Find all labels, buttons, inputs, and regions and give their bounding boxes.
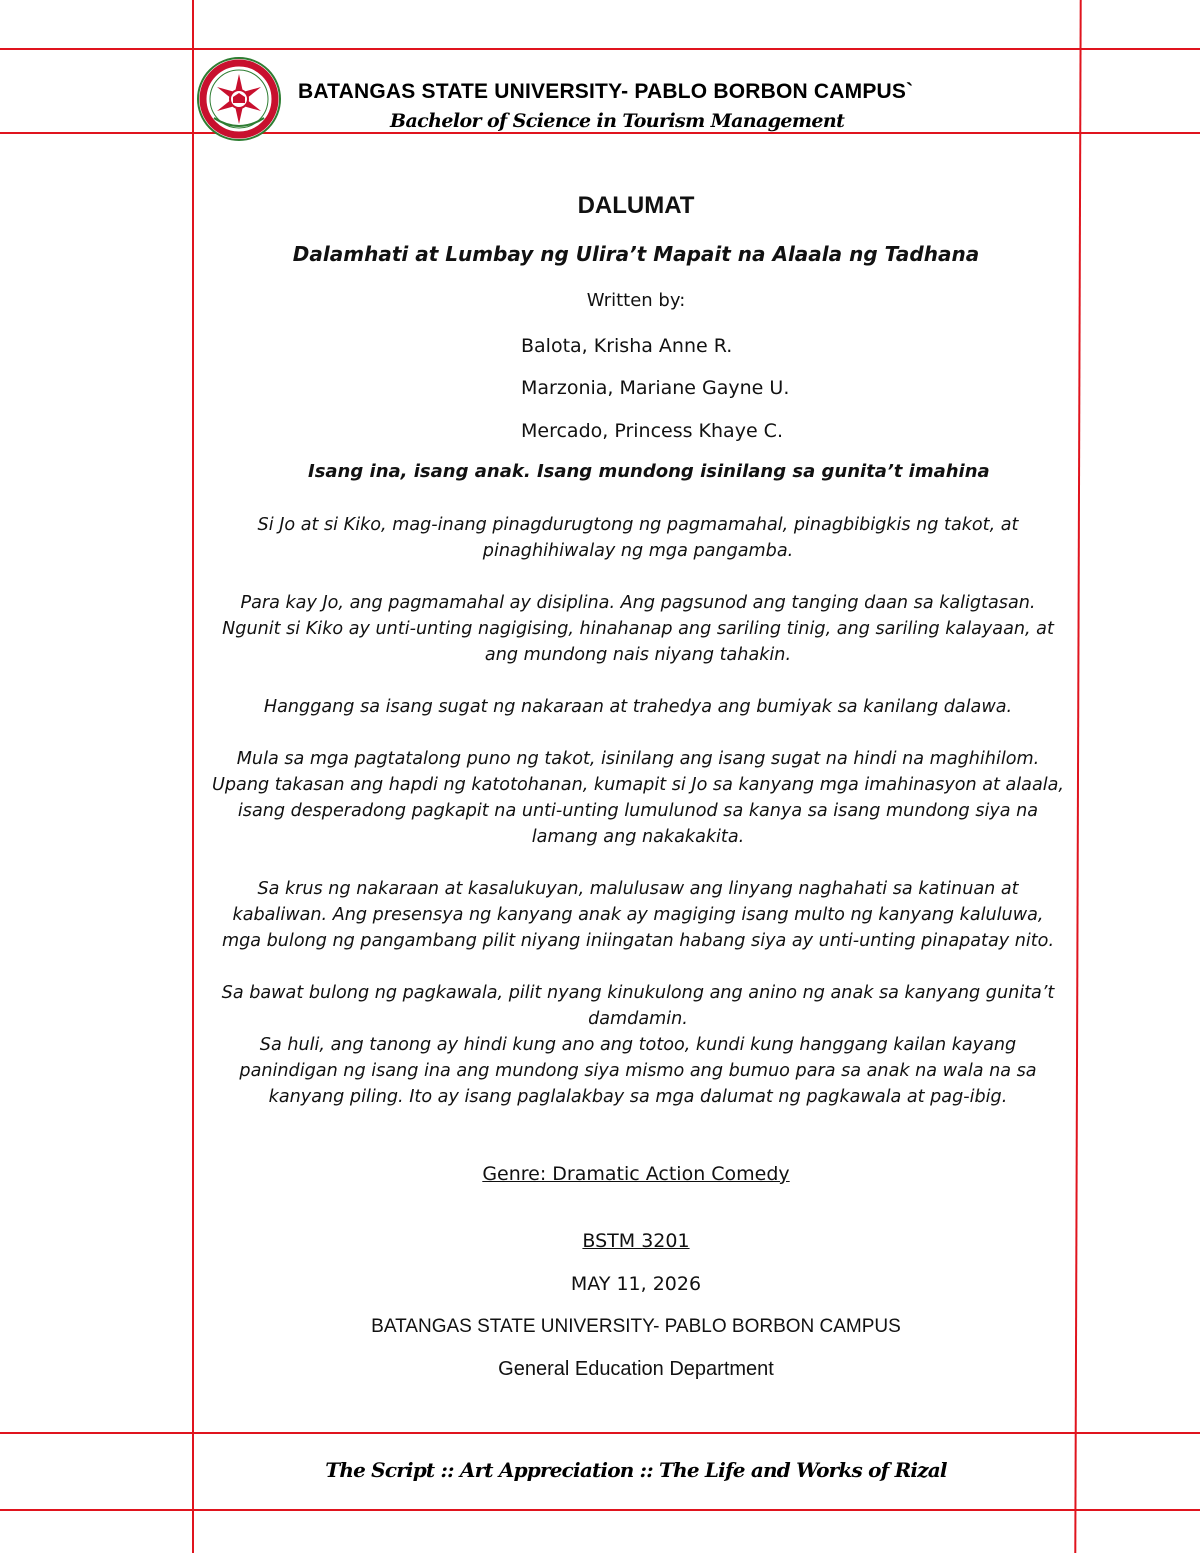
synopsis-paragraph: Para kay Jo, ang pagmamahal ay disiplina. Ang pagsunod ang tanging daan sa kaligtasan. Ngunit si Kiko ay unti-unting nagigising, hinahanap ang sariling tinig, ang sariling kalayaan, at ang mundong nais niyang tahakin. [222,593,1054,665]
guide-line-right [1074,0,1081,1553]
campus-name: BATANGAS STATE UNIVERSITY- PABLO BORBON CAMPUS [371,1316,901,1337]
department-name: General Education Department [498,1358,774,1380]
guide-line-left [192,0,194,1553]
written-by-label: Written by: [586,290,686,311]
synopsis [212,512,1064,1136]
header-university-name: BATANGAS STATE UNIVERSITY- PABLO BORBON CAMPUS` [298,80,914,103]
synopsis-paragraph: Sa krus ng nakaraan at kasalukuyan, malulusaw ang linyang naghahati sa katinuan at kabaliwan. Ang presensya ng kanyang anak ay magiging isang multo ng kanyang kaluluwa, mga bulong ng pangambang pilit niyang iniingatan habang siya ay unti-unting pinapatay nito. [221,879,1055,951]
guide-line-top [0,48,1200,50]
tagline: Isang ina, isang anak. Isang mundong isinilang sa gunita’t imahina [308,461,990,482]
header-program-name: Bachelor of Science in Tourism Management [390,110,845,132]
synopsis-paragraph: Sa bawat bulong ng pagkawala, pilit nyang kinukulong ang anino ng anak sa kanyang gunita’t damdamin. [221,983,1055,1029]
guide-line-footer-top [0,1432,1200,1434]
date: MAY 11, 2026 [570,1273,702,1295]
university-seal-icon [196,56,282,142]
synopsis-paragraph: Si Jo at si Kiko, mag-inang pinagdurugtong ng pagmamahal, pinagbibigkis ng takot, at pinaghihiwalay ng mga pangamba. [257,515,1019,561]
course-code: BSTM 3201 [582,1230,690,1252]
guide-line-header [0,132,1200,134]
play-subtitle: Dalamhati at Lumbay ng Ulira’t Mapait na Alaala ng Tadhana [292,242,980,266]
genre-label: Genre: Dramatic Action Comedy [482,1163,790,1185]
play-title: DALUMAT [577,192,695,219]
guide-line-footer-bottom [0,1509,1200,1511]
author-name: Balota, Krisha Anne R. [521,335,733,357]
synopsis-paragraph: Hanggang sa isang sugat ng nakaraan at trahedya ang bumiyak sa kanilang dalawa. [263,697,1013,717]
author-name: Mercado, Princess Khaye C. [521,420,783,442]
synopsis-paragraph: Mula sa mga pagtatalong puno ng takot, isinilang ang isang sugat na hindi na maghihilom. Upang takasan ang hapdi ng katotohanan, kumapit si Jo sa kanyang mga imahinasyon at alaala, isang desperadong pagkapit na unti-unting lumulunod sa kanya sa isang mundong siya na lamang ang nakakakita. [212,749,1064,847]
footer-text: The Script :: Art Appreciation :: The Life and Works of Rizal [325,1458,947,1482]
synopsis-paragraph: Sa huli, ang tanong ay hindi kung ano ang totoo, kundi kung hanggang kailan kayang panindigan ng isang ina ang mundong siya mismo ang bumuo para sa anak na wala na sa kanyang piling. Ito ay isang paglalakbay sa mga dalumat ng pagkawala at pag-ibig. [239,1035,1037,1107]
author-name: Marzonia, Mariane Gayne U. [521,377,790,399]
